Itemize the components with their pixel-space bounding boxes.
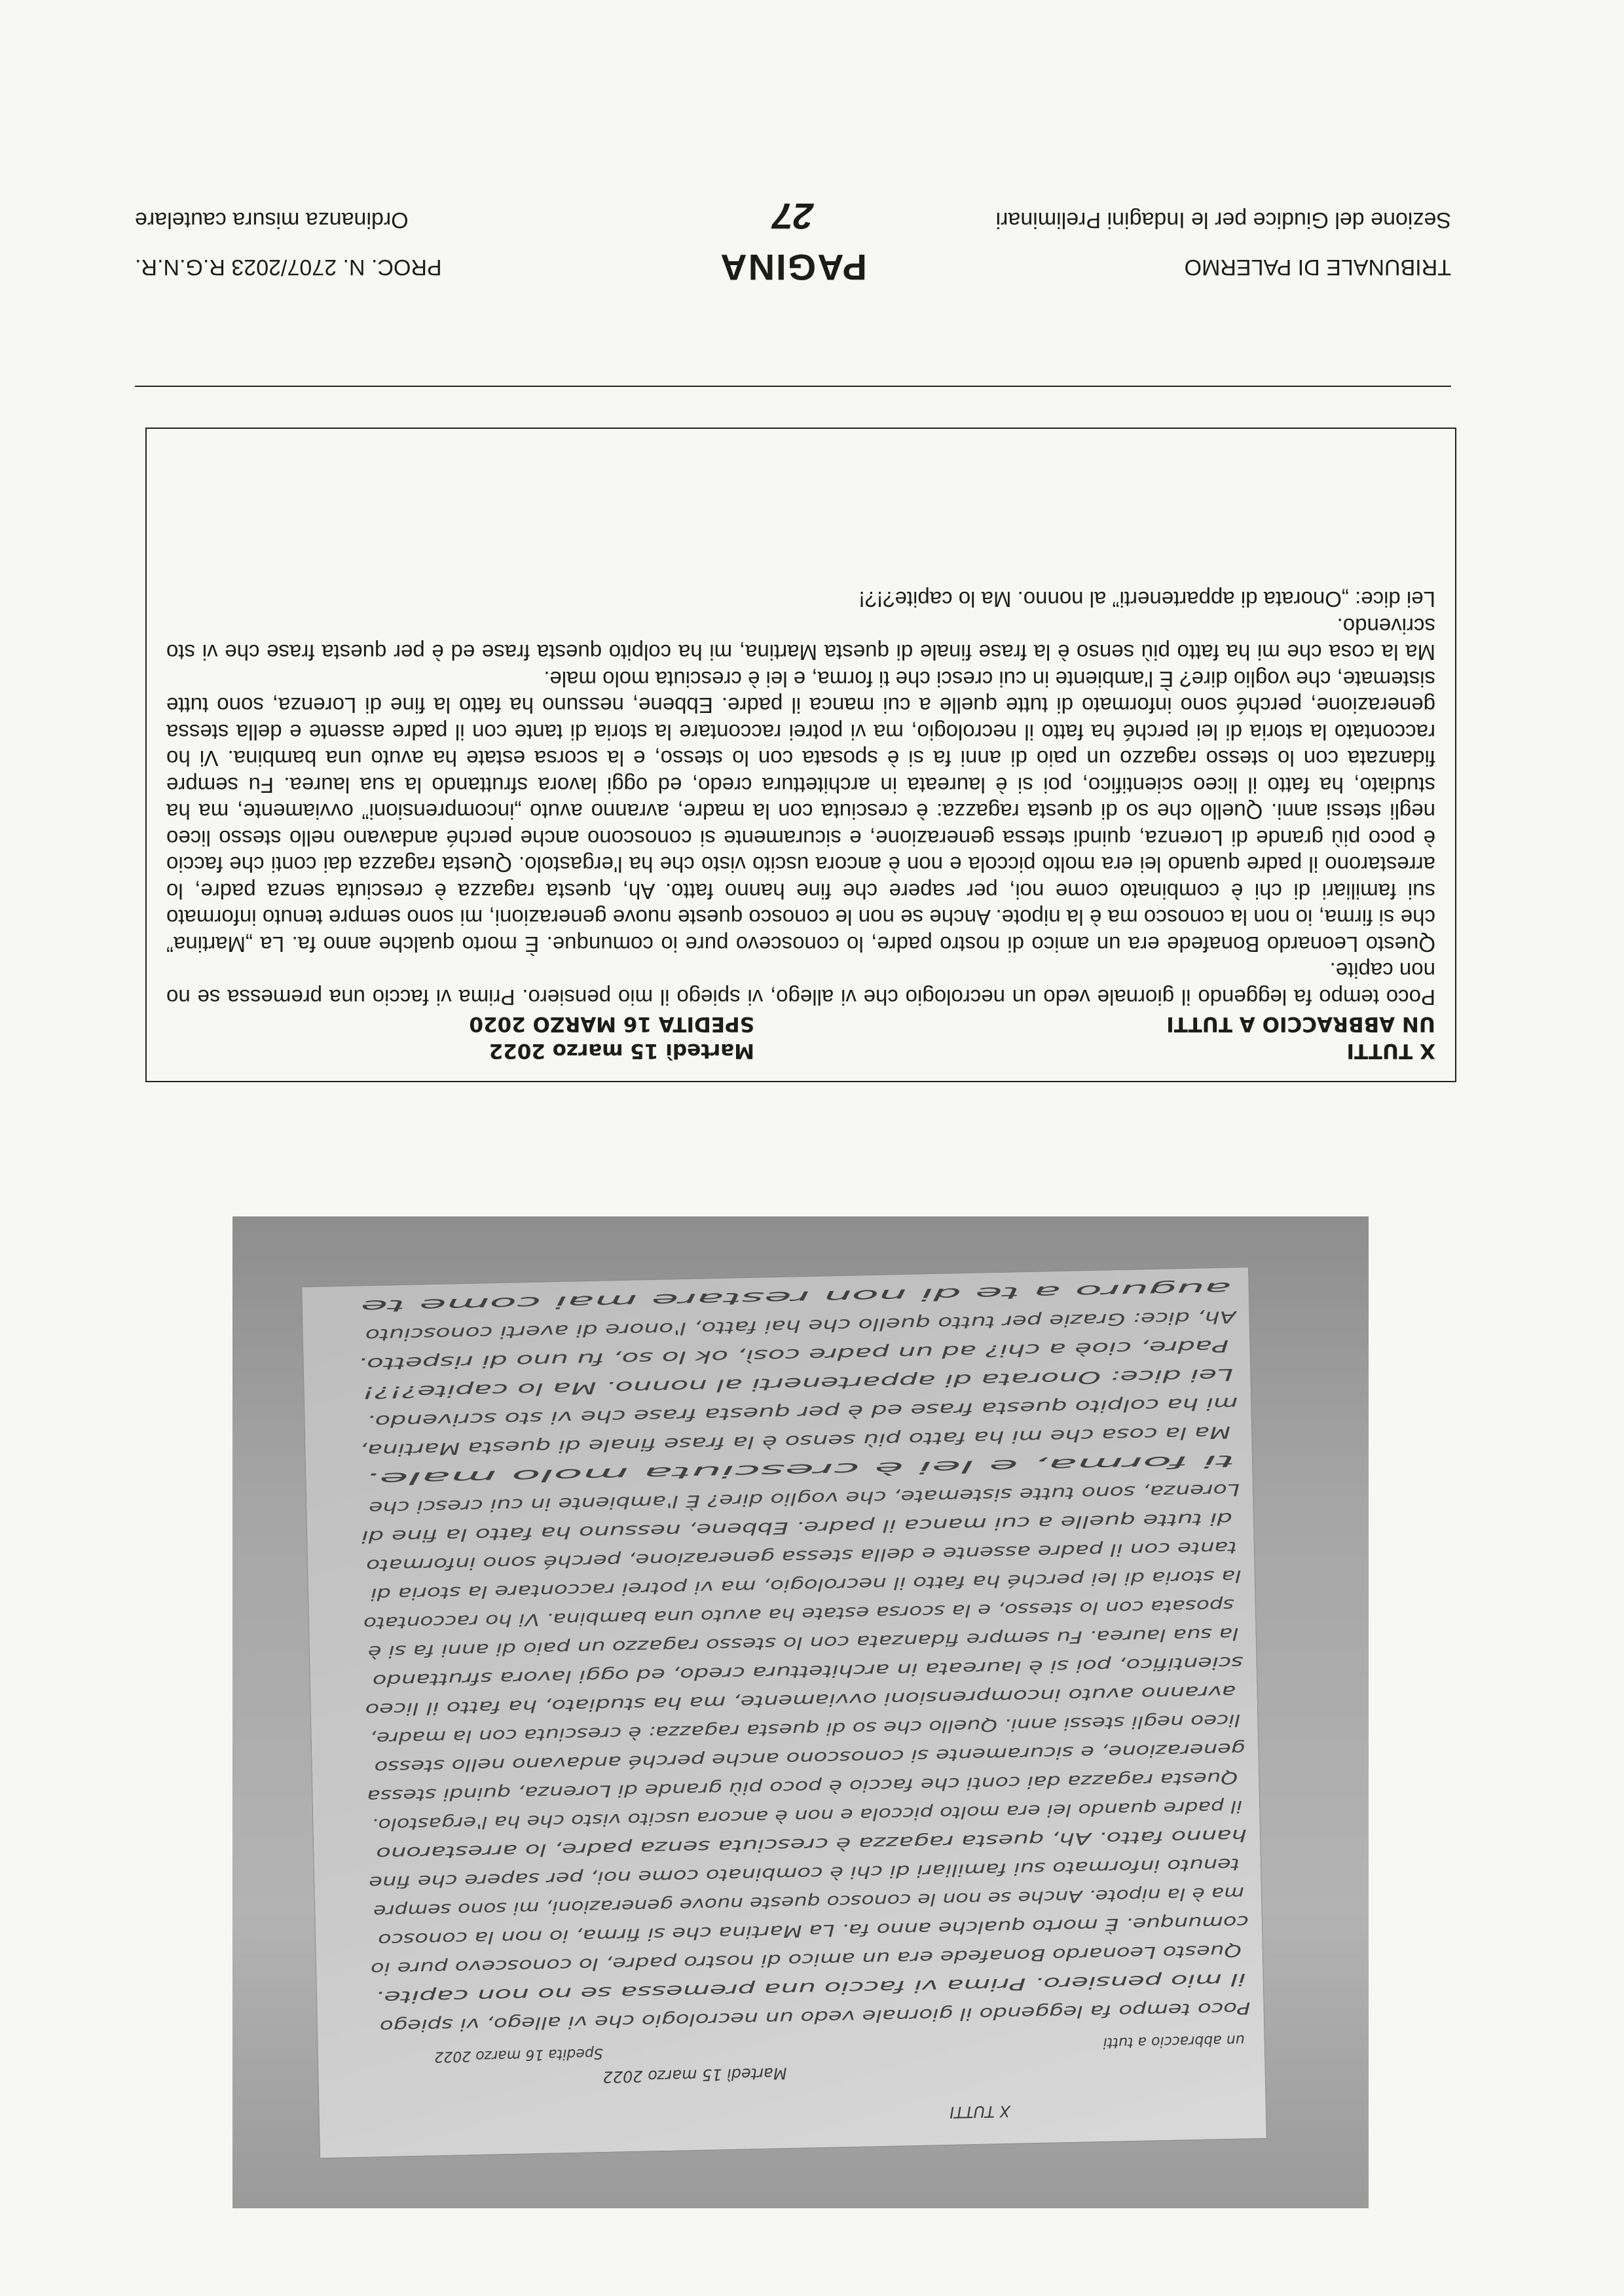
page-title: PAGINA [719,247,867,288]
hw-line: sposata con lo stesso, e la scorsa estate ha avuto una bambina. Vi ho raccontato [568,1595,1235,1629]
hw-line: scientifico, poi si è laureata in architettura credo, ed oggi lavora sfruttando [625,1652,1244,1685]
hw-salutation: un abbraccio a tutti [1103,2031,1245,2051]
sent-date: SPEDITA 16 MARZO 2020 [469,1012,754,1036]
hw-line: la storia di lei perché ha fatto il necrologio, ma vi potrei raccontare la storia di [600,1566,1242,1599]
hw-line: il mio pensiero. Prima vi faccio una premessa se no non capite. [726,1969,1246,2000]
hw-addressee: X TUTTI [949,2102,1011,2122]
hw-line: liceo negli stessi anni. Quello che so di questa ragazza: è cresciuta con la madre, [574,1710,1241,1744]
hw-line: auguro a te di non restare mai come te [908,1279,1232,1305]
transcript-meta-row-2 [166,1010,1435,1037]
hw-line: mi ha colpito questa frase ed è per questa frase che vi sto scrivendo. [669,1393,1238,1425]
transcript-box [145,428,1456,1082]
hw-line: comunque. È morto qualche anno fa. La Martina che si firma, io non la conosco [599,1912,1249,1945]
hw-line: Questa ragazza dai conti che faccio è poco più grande di Lorenza, quindi stessa [583,1768,1238,1801]
page-number: 27 [772,196,814,237]
hw-line: ma è la nipote. Anche se non le conosco queste nuove generazioni, mi sono sempre [553,1883,1245,1917]
hw-line: Lei dice: Onorata di appartenerti al nonno. Ma lo capite?!?! [748,1365,1234,1394]
court-name: TRIBUNALE DI PALERMO [1184,255,1451,280]
hw-date: Martedì 15 marzo 2022 [602,2064,787,2086]
hw-line: di tutte quelle a cui manca il padre. Ebbene, nessuno ha fatto la fine di [648,1509,1233,1540]
hw-line: tante con il padre assente e della stessa generazione, perché sono informato [602,1538,1238,1571]
transcript-paragraph: Questo Leonardo Bonafede era un amico di nostro padre, lo conoscevo pure io comunque. È morto qualche anno fa. La „Martina” che si firma, io non la conosco ma è la nipote. Anche se non le conosco queste nuove generazioni, mi sono sempre tenuto informato sui familiari di chi è combinato come noi, per sapere che fine hanno fatto. Ah, questa ragazza è cresciuta senza padre, lo arrestarono il padre quando lei era molto piccola e non è ancora uscito visto che ha l'ergastolo. Questa ragazza dai conti che faccio è poco più grande di Lorenza, quindi stessa generazione, e sicuramente si conoscono anche perché andavano nello stesso liceo negli stessi anni. Quello che so di questa ragazza: è cresciuta con la madre, avranno avuto „incomprensioni” ovviamente, ma ha studiato, ha fatto il liceo scientifico, poi si è laureata in architettura credo, ed oggi lavora sfruttando la sua laurea. Fu sempre fidanzata con lo stesso ragazzo un paio di anni fa si è sposata con lo stesso, e la scorsa estate ha avuto una bambina. Vi ho raccontato la storia di lei perché ha fatto il necrologio, ma vi potrei raccontare la storia di tante con il padre assente e della stessa generazione, perché sono informato di tutte quelle a cui manca il padre. Ebbene, nessuno ha fatto la fine di Lorenza, sono tutte sistemate, che voglio dire? È l'ambiente in cui cresci che ti forma, e lei è cresciuta molo male. [166,667,1435,957]
hw-line: avranno avuto incomprensioni ovviamente, ma ha studiato, ha fatto il liceo [618,1682,1236,1714]
hw-line: il padre quando lei era molto piccola e non è ancora uscito visto che ha l'ergastolo. [559,1796,1243,1831]
transcript-paragraph: Lei dice: „Onorata di appartenerti” al nonno. Ma lo capite?!?! [858,587,1435,612]
hw-line: Ma la cosa che mi ha fatto più senso è la frase finale di questa Martina, [644,1423,1231,1454]
hw-line: tenuto informato sui familiari di chi è combinato come noi, per sapere che fine [593,1855,1240,1887]
hw-line: ti forma, e lei è cresciuta molo male. [933,1451,1236,1477]
header-divider [135,386,1451,387]
hw-line: Padre, cioè a chi? ad un padre così, ok lo so, fu uno di rispetto. [713,1336,1229,1366]
transcript-meta-row [166,1037,1435,1064]
hw-sent-date: Spedita 16 marzo 2022 [434,2045,604,2065]
page-header [135,181,1451,288]
transcript-paragraph: Poco tempo fa leggendo il giornale vedo un necrologio che vi allego, vi spiego il mio pensiero. Prima vi faccio una premessa se no non capite. [166,958,1435,1010]
addressee: X TUTTI [1346,1039,1435,1063]
hw-line: Ah, dice: Grazie per tutto quello che hai fatto, l'onore di averti conosciuto [632,1307,1236,1339]
hw-line: Questo Leonardo Bonafede era un amico di nostro padre, lo conoscevo pure io [595,1941,1242,1974]
handwriting-layer [232,1216,1369,2208]
hw-line: generazione, e sicuramente si conoscono anche perché andavano nello stesso [600,1739,1246,1772]
handwritten-letter-photo [232,1216,1369,2208]
proceeding-number: PROC. N. 2707/2023 R.G.N.R. [135,255,442,280]
hw-line: Poco tempo fa leggendo il giornale vedo un necrologio che vi allego, vi spiego [610,1998,1251,2032]
transcript-paragraph: Ma la cosa che mi ha fatto più senso è la frase finale di questa Martina, mi ha colpito questa frase ed è per questa frase che vi sto scrivendo. [166,614,1435,665]
hw-line: Lorenza, sono tutte sistemate, che voglio dire? È l'ambiente in cui cresci che [610,1480,1240,1513]
court-section: Sezione del Giudice per le Indagini Preliminari [995,208,1451,232]
hw-line: hanno fatto. Ah, questa ragazza è cresciuta senza padre, lo arrestarono [657,1825,1247,1857]
salutation: UN ABBRACCIO A TUTTI [1166,1012,1435,1036]
hw-line: la sua laurea. Fu sempre fidanzata con lo stesso ragazzo un paio di anni fa si è [592,1624,1239,1657]
letter-date: Martedì 15 marzo 2022 [489,1039,754,1063]
document-type: Ordinanza misura cautelare [135,208,409,232]
